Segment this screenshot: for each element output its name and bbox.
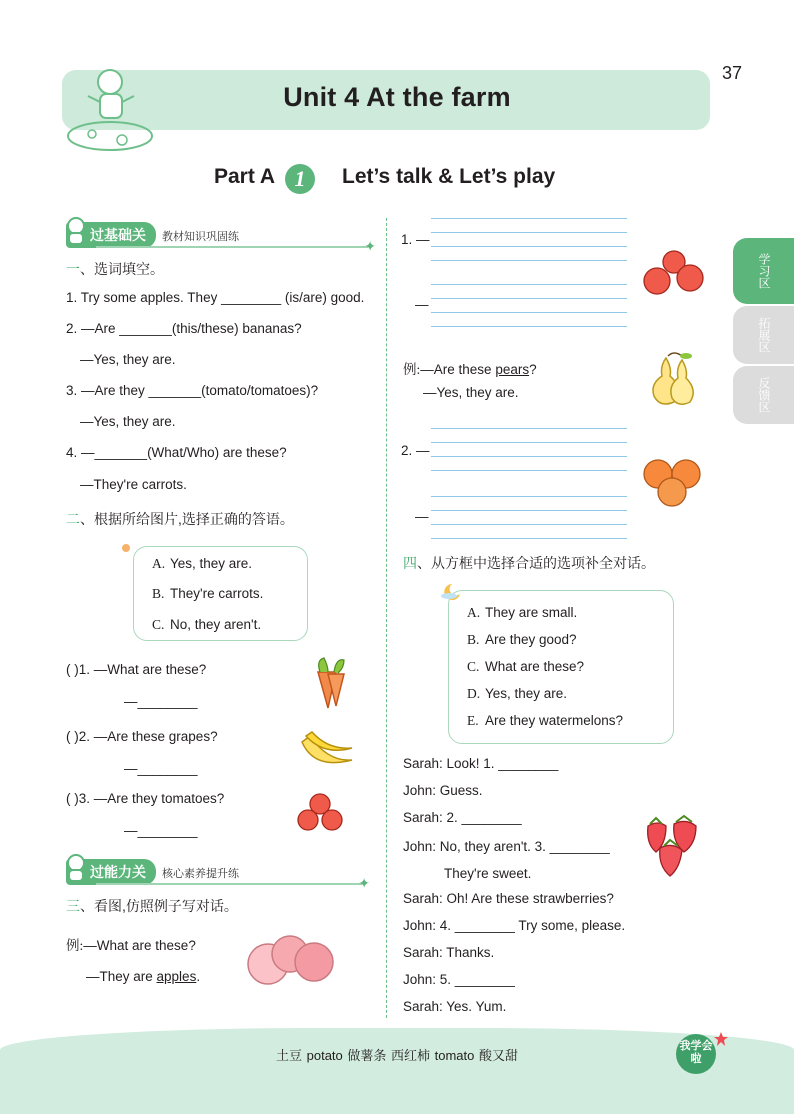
part-number-badge: 1 (285, 164, 315, 194)
q4-dialogue-8: Sarah: Thanks. (403, 945, 495, 960)
q3-title: 三、看图,仿照例子写对话。 (66, 898, 238, 914)
section-ability-label: 过能力关 (66, 859, 156, 885)
side-tab-study[interactable]: 学习区 (733, 238, 794, 304)
q3-item-1-label: 1. — (401, 232, 430, 247)
page-number: 37 (722, 63, 743, 83)
q1-title: 一、选词填空。 (66, 261, 164, 277)
q4-dialogue-4: John: No, they aren't. 3. ________ (403, 839, 610, 854)
part-title: Let’s talk & Let’s play (342, 165, 556, 188)
q4-option-d: D. Yes, they are. (467, 686, 568, 701)
section-basic-label: 过基础关 (66, 222, 156, 248)
footer-band (0, 1028, 794, 1114)
q4-title: 四、从方框中选择合适的选项补全对话。 (403, 555, 655, 571)
pears-image (648, 350, 700, 408)
q4-dialogue-5: They're sweet. (444, 866, 532, 881)
q1-item-3: 3. —Are they _______(tomato/tomatoes)? (66, 383, 319, 398)
moon-icon (440, 582, 462, 600)
q2-option-box (133, 546, 308, 641)
q3-right-example-answer: —Yes, they are. (423, 385, 519, 400)
mascot-icon (62, 853, 90, 883)
column-divider (386, 218, 387, 1018)
q3-item-1-dash: — (415, 297, 429, 312)
q3-item-2-label: 2. — (401, 443, 430, 458)
q1-item-1: 1. Try some apples. They ________ (is/are) good. (66, 290, 365, 305)
q2-item-2-answer: —________ (124, 761, 198, 776)
part-prefix: Part A (214, 165, 276, 188)
star-icon: ✦ (364, 238, 376, 254)
q4-option-c: C. What are these? (467, 659, 585, 674)
q1-item-2-answer: —Yes, they are. (80, 352, 176, 367)
star-icon: ✦ (358, 875, 370, 891)
q3-example-answer: —They are apples. (86, 969, 201, 984)
q4-dialogue-6: Sarah: Oh! Are these strawberries? (403, 891, 614, 906)
mascot-icon (62, 216, 90, 246)
apples-image (244, 930, 336, 986)
q4-dialogue-10: Sarah: Yes. Yum. (403, 999, 507, 1014)
q2-item-1-answer: —________ (124, 694, 198, 709)
q4-dialogue-7: John: 4. ________ Try some, please. (403, 918, 626, 933)
q2-title: 二、根据所给图片,选择正确的答语。 (66, 511, 294, 527)
q4-dialogue-3: Sarah: 2. ________ (403, 810, 522, 825)
tomatoes-image (640, 248, 710, 298)
q1-item-2: 2. —Are _______(this/these) bananas? (66, 321, 302, 336)
carrots-image (306, 656, 352, 712)
star-icon (714, 1032, 728, 1046)
q2-item-3: ( )3. —Are they tomatoes? (66, 791, 225, 806)
q2-option-a: A. Yes, they are. (152, 556, 253, 571)
q2-item-1: ( )1. —What are these? (66, 662, 207, 677)
q4-dialogue-2: John: Guess. (403, 783, 483, 798)
footer-rhyme: 土豆 potato 做薯条 西红柿 tomato 酸又甜 (276, 1048, 518, 1063)
sparkle-icon (121, 543, 131, 553)
section-basic-subtitle: 教材知识巩固练 (162, 231, 239, 243)
section-ability-subtitle: 核心素养提升练 (162, 868, 239, 880)
q3-example-question: 例:—What are these? (66, 938, 196, 953)
q4-option-box (448, 590, 674, 744)
section-ability-header (66, 859, 370, 891)
side-tab-extend[interactable]: 拓展区 (733, 306, 794, 364)
q4-dialogue-1: Sarah: Look! 1. ________ (403, 756, 559, 771)
section-basic-header (66, 222, 376, 254)
q1-item-3-answer: —Yes, they are. (80, 414, 176, 429)
unit-title: Unit 4 At the farm (283, 82, 511, 112)
q3-right-example-question: 例:—Are these pears? (403, 362, 537, 377)
strawberries-image (638, 814, 704, 884)
tomatoes-image (294, 792, 350, 834)
oranges-image (640, 456, 710, 508)
q4-option-b: B. Are they good? (467, 632, 577, 647)
q1-item-4: 4. —_______(What/Who) are these? (66, 445, 287, 460)
q2-option-c: C. No, they aren't. (152, 617, 262, 632)
q2-item-2: ( )2. —Are these grapes? (66, 729, 218, 744)
q4-dialogue-9: John: 5. ________ (403, 972, 515, 987)
learned-badge: 我学会啦 (676, 1034, 716, 1074)
side-tab-feedback[interactable]: 反馈区 (733, 366, 794, 424)
q4-option-e: E. Are they watermelons? (467, 713, 624, 728)
q1-item-4-answer: —They're carrots. (80, 477, 187, 492)
q4-option-a: A. They are small. (467, 605, 578, 620)
bananas-image (298, 730, 356, 774)
q3-item-2-dash: — (415, 509, 429, 524)
q2-option-b: B. They're carrots. (152, 586, 264, 601)
q2-item-3-answer: —________ (124, 823, 198, 838)
